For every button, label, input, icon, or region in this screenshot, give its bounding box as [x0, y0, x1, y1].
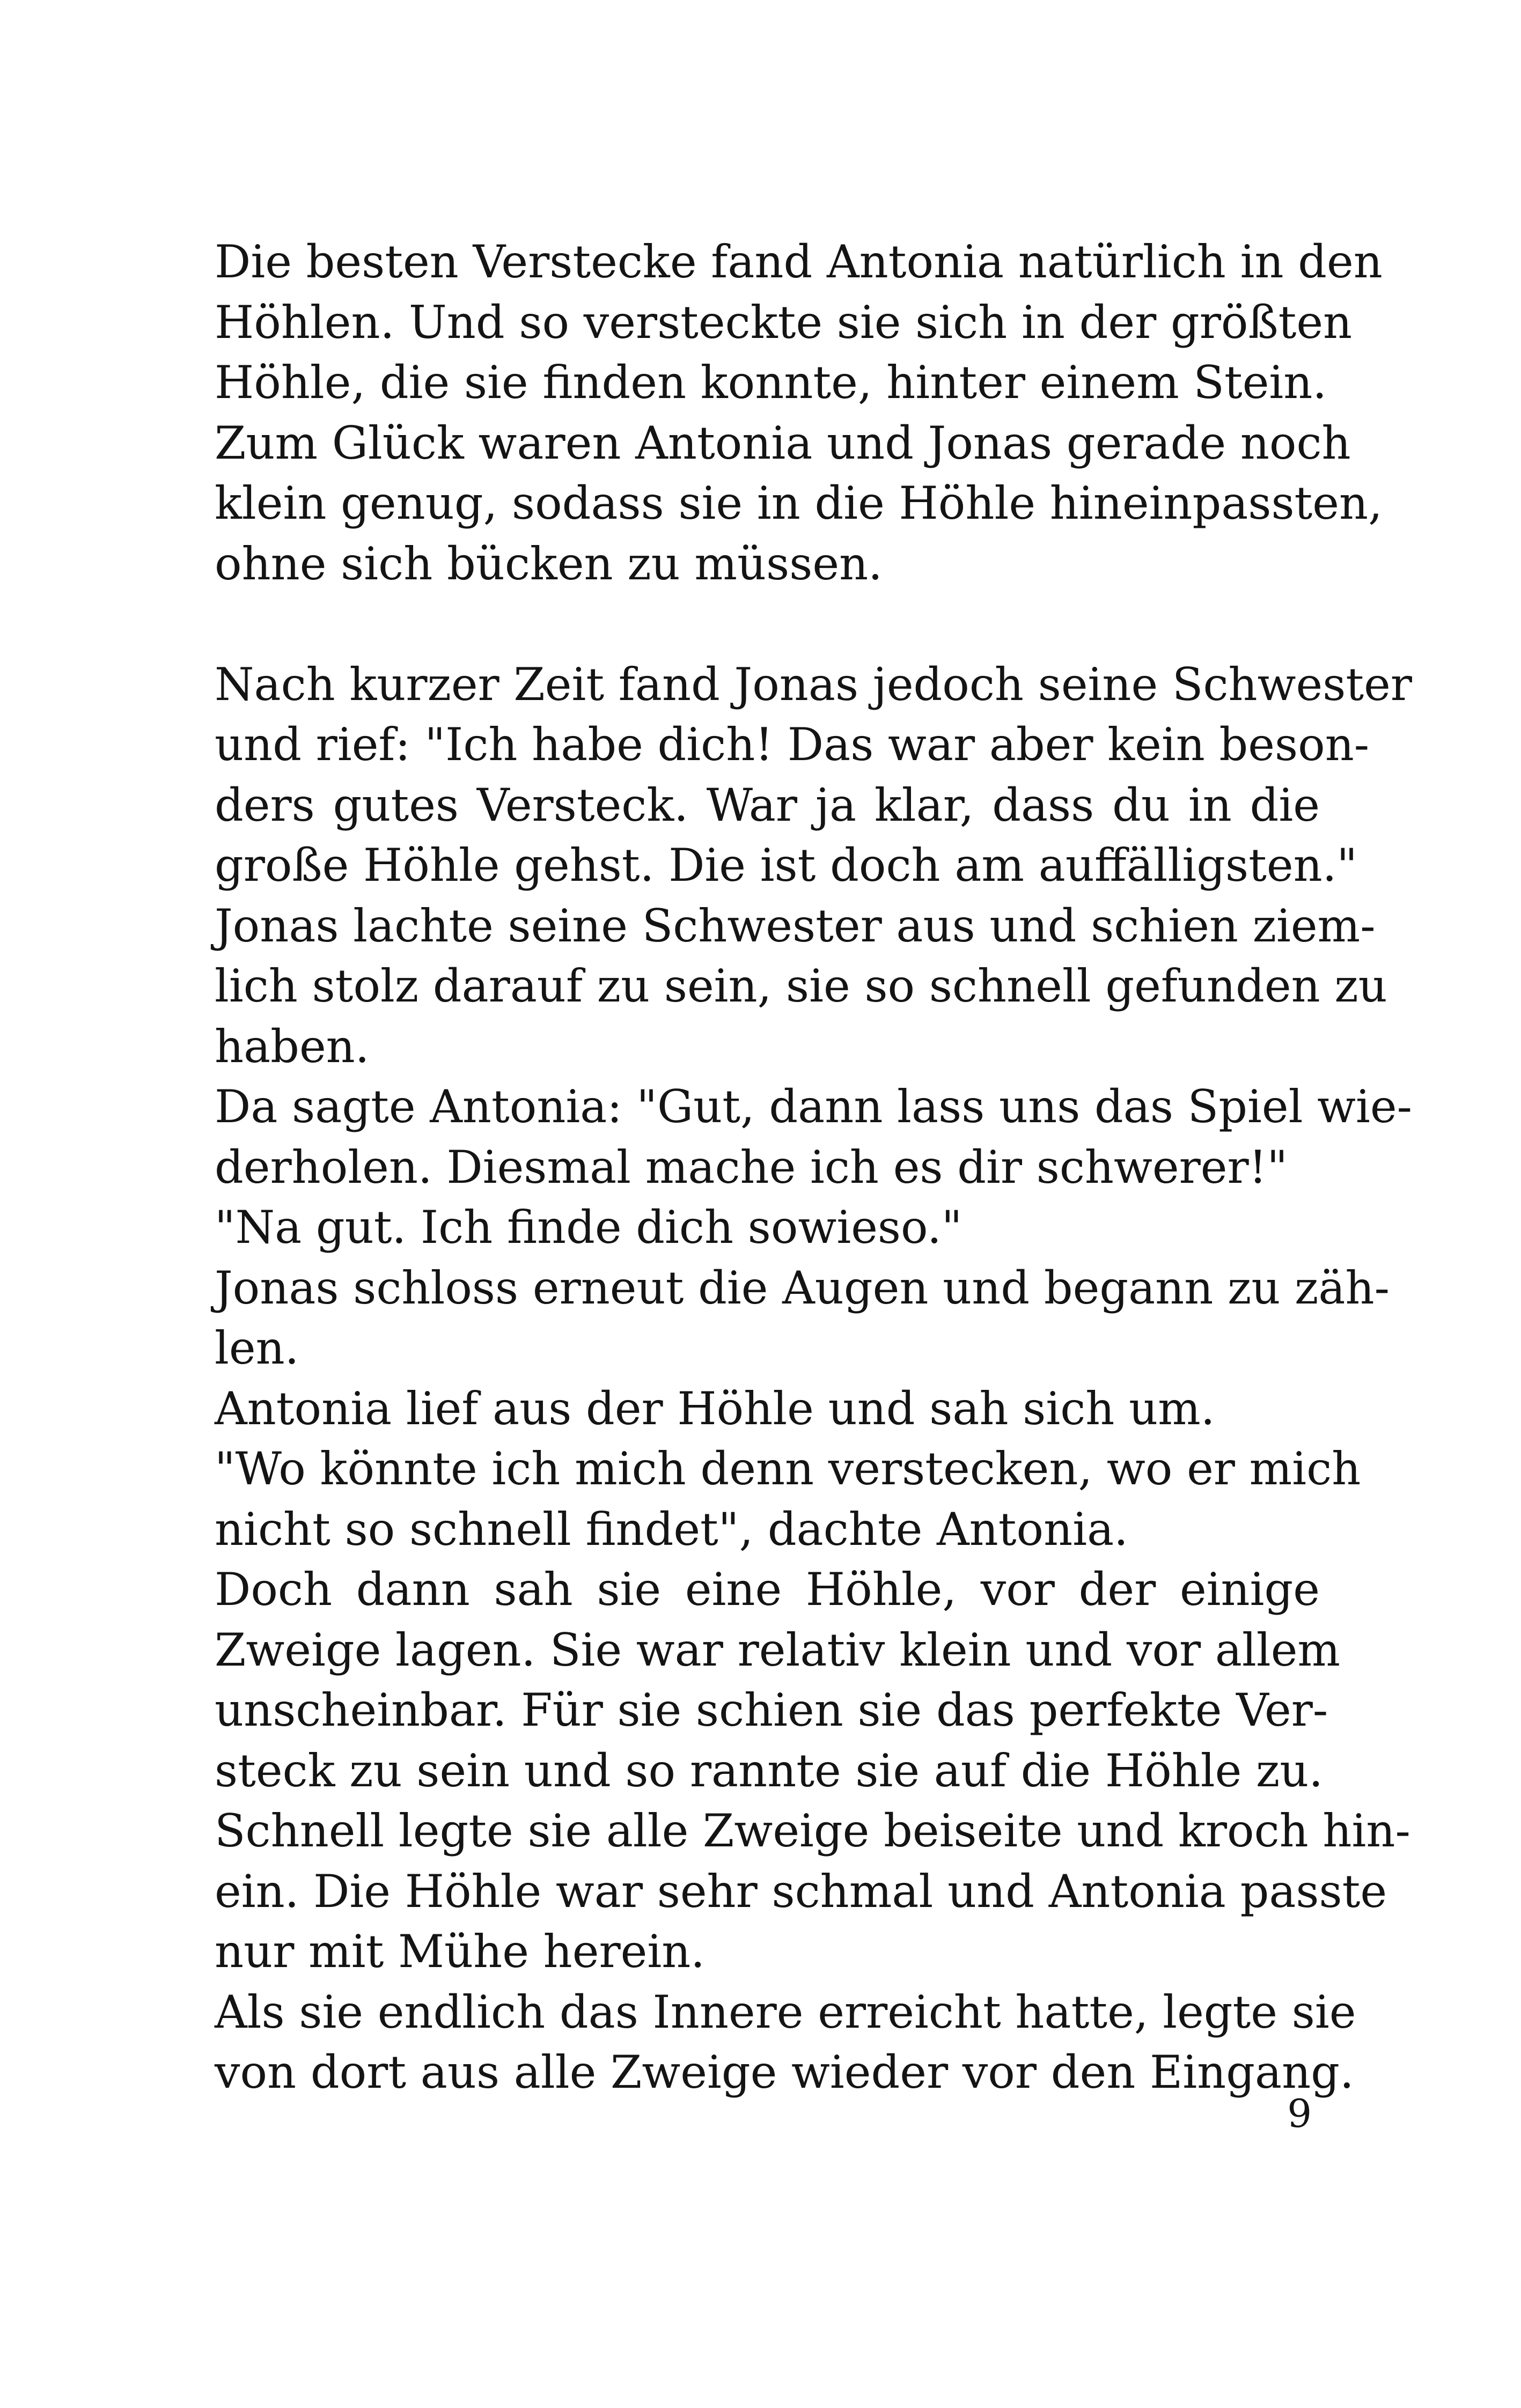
page-number: 9	[1287, 2091, 1312, 2136]
text-line: Höhlen. Und so versteckte sie sich in der größten	[215, 296, 1353, 349]
text-line: Die besten Verstecke fand Antonia natürlich in den	[215, 235, 1383, 288]
text-line: von dort aus alle Zweige wieder vor den Eingang.	[215, 2046, 1354, 2098]
text-line: große Höhle gehst. Die ist doch am auffälligsten."	[215, 839, 1358, 892]
body-text	[215, 232, 1412, 2103]
text-line: ohne sich bücken zu müssen.	[215, 537, 883, 590]
text-line: haben.	[215, 1020, 370, 1073]
text-line: klein genug, sodass sie in die Höhle hineinpassten,	[215, 477, 1383, 529]
text-line: unscheinbar. Für sie schien sie das perfekte Ver-	[215, 1684, 1328, 1736]
text-line: ders gutes Versteck. War ja klar, dass du in die	[215, 778, 1320, 831]
paragraph-gap	[215, 594, 1320, 654]
text-line: Nach kurzer Zeit fand Jonas jedoch seine Schwester	[215, 658, 1412, 711]
text-line: Jonas schloss erneut die Augen und begann zu zäh-	[215, 1261, 1390, 1314]
text-line: Da sagte Antonia: "Gut, dann lass uns das Spiel wie-	[215, 1080, 1412, 1133]
text-line: "Wo könnte ich mich denn verstecken, wo er mich	[215, 1442, 1361, 1495]
text-line: Zum Glück waren Antonia und Jonas gerade noch	[215, 416, 1351, 469]
text-line: nicht so schnell findet", dachte Antonia.	[215, 1503, 1128, 1556]
text-line: Schnell legte sie alle Zweige beiseite und kroch hin-	[215, 1805, 1410, 1857]
text-line: nur mit Mühe herein.	[215, 1925, 705, 1978]
text-line: Zweige lagen. Sie war relativ klein und vor allem	[215, 1623, 1341, 1676]
text-line: Antonia lief aus der Höhle und sah sich um.	[215, 1382, 1215, 1435]
text-line: steck zu sein und so rannte sie auf die Höhle zu.	[215, 1744, 1324, 1797]
text-line: "Na gut. Ich finde dich sowieso."	[215, 1201, 962, 1254]
text-line: len.	[215, 1322, 299, 1374]
text-line: Doch dann sah sie eine Höhle, vor der einige	[215, 1563, 1320, 1616]
text-line: derholen. Diesmal mache ich es dir schwerer!"	[215, 1140, 1288, 1194]
text-line: ein. Die Höhle war sehr schmal und Antonia passte	[215, 1865, 1387, 1918]
text-line: Jonas lachte seine Schwester aus und schien ziem-	[215, 899, 1376, 952]
text-line: Höhle, die sie finden konnte, hinter einem Stein.	[215, 356, 1327, 409]
text-line: Als sie endlich das Innere erreicht hatte, legte sie	[215, 1985, 1356, 2038]
text-line: und rief: "Ich habe dich! Das war aber kein beson-	[215, 718, 1370, 771]
text-line: lich stolz darauf zu sein, sie so schnell gefunden zu	[215, 960, 1387, 1012]
